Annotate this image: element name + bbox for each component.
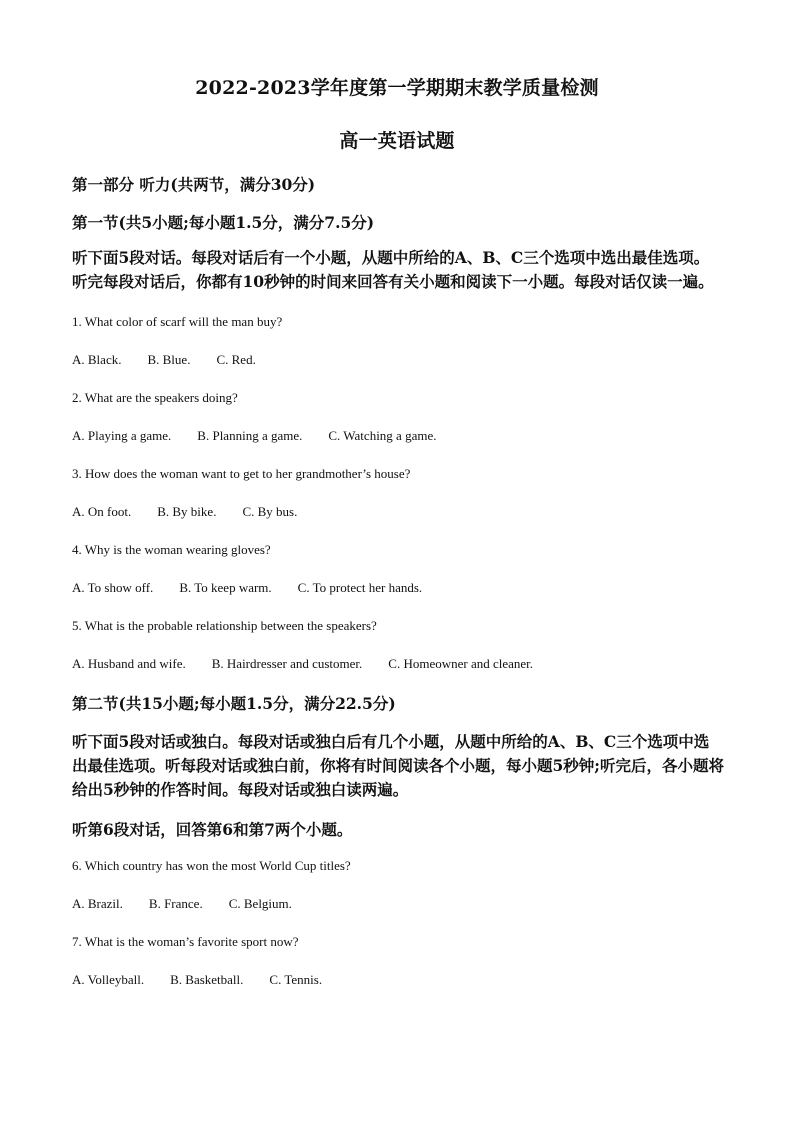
option-b: B. Basketball.: [170, 972, 244, 987]
option-b: B. Planning a game.: [197, 428, 303, 443]
question-1: 1. What color of scarf will the man buy?: [72, 314, 283, 329]
question-2-options: [72, 428, 462, 444]
option-b: B. To keep warm.: [179, 580, 272, 595]
question-6: 6. Which country has won the most World Cup titles?: [72, 858, 351, 873]
option-c: C. Tennis.: [269, 972, 323, 987]
option-c: C. To protect her hands.: [297, 580, 423, 595]
part1-heading: 第一部分 听力(共两节，满分30分): [72, 175, 316, 194]
option-c: C. Watching a game.: [328, 428, 437, 443]
option-a: A. Volleyball.: [72, 972, 145, 987]
question-5-options: [72, 656, 559, 672]
dialog6-heading: 听第6段对话，回答第6和第7两个小题。: [72, 820, 353, 839]
section2-heading: 第二节(共15小题;每小题1.5分，满分22.5分): [72, 694, 396, 713]
option-a: A. To show off.: [72, 580, 154, 595]
option-a: A. Black.: [72, 352, 122, 367]
option-b: B. France.: [148, 896, 203, 911]
question-6-options: [72, 896, 318, 912]
option-b: B. By bike.: [157, 504, 217, 519]
section1-instructions: 听下面5段对话。每段对话后有一个小题，从题中所给的A、B、C三个选项中选出最佳选项。听完每段对话后，你都有10秒钟的时间来回答有关小题和阅读下一小题。每段对话仅读一遍。: [72, 248, 714, 291]
question-4-options: [72, 580, 448, 596]
option-b: B. Blue.: [147, 352, 191, 367]
option-c: C. Red.: [216, 352, 256, 367]
option-a: A. On foot.: [72, 504, 132, 519]
section2-instructions: 听下面5段对话或独白。每段对话或独白后有几个小题，从题中所给的A、B、C三个选项中选出最佳选项。听每段对话或独白前，你将有时间阅读各个小题，每小题5秒钟;听完后，各小题将给出5秒钟的作答时间。每段对话或独白读两遍。: [72, 732, 725, 799]
question-7-options: [72, 972, 348, 988]
question-4: 4. Why is the woman wearing gloves?: [72, 542, 271, 557]
question-5: 5. What is the probable relationship between the speakers?: [72, 618, 377, 633]
question-3: 3. How does the woman want to get to her grandmother’s house?: [72, 466, 411, 481]
question-1-options: [72, 352, 282, 368]
option-c: C. Homeowner and cleaner.: [388, 656, 534, 671]
option-a: A. Brazil.: [72, 896, 123, 911]
option-b: B. Hairdresser and customer.: [211, 656, 363, 671]
section1-heading: 第一节(共5小题;每小题1.5分，满分7.5分): [72, 213, 375, 232]
option-c: C. Belgium.: [228, 896, 292, 911]
exam-title: 2022-2023学年度第一学期期末教学质量检测: [195, 77, 599, 99]
option-a: A. Playing a game.: [72, 428, 172, 443]
option-a: A. Husband and wife.: [72, 656, 186, 671]
question-2: 2. What are the speakers doing?: [72, 390, 238, 405]
exam-subtitle: 高一英语试题: [339, 130, 455, 152]
question-7: 7. What is the woman’s favorite sport now?: [72, 934, 299, 949]
question-3-options: [72, 504, 323, 520]
option-c: C. By bus.: [242, 504, 298, 519]
